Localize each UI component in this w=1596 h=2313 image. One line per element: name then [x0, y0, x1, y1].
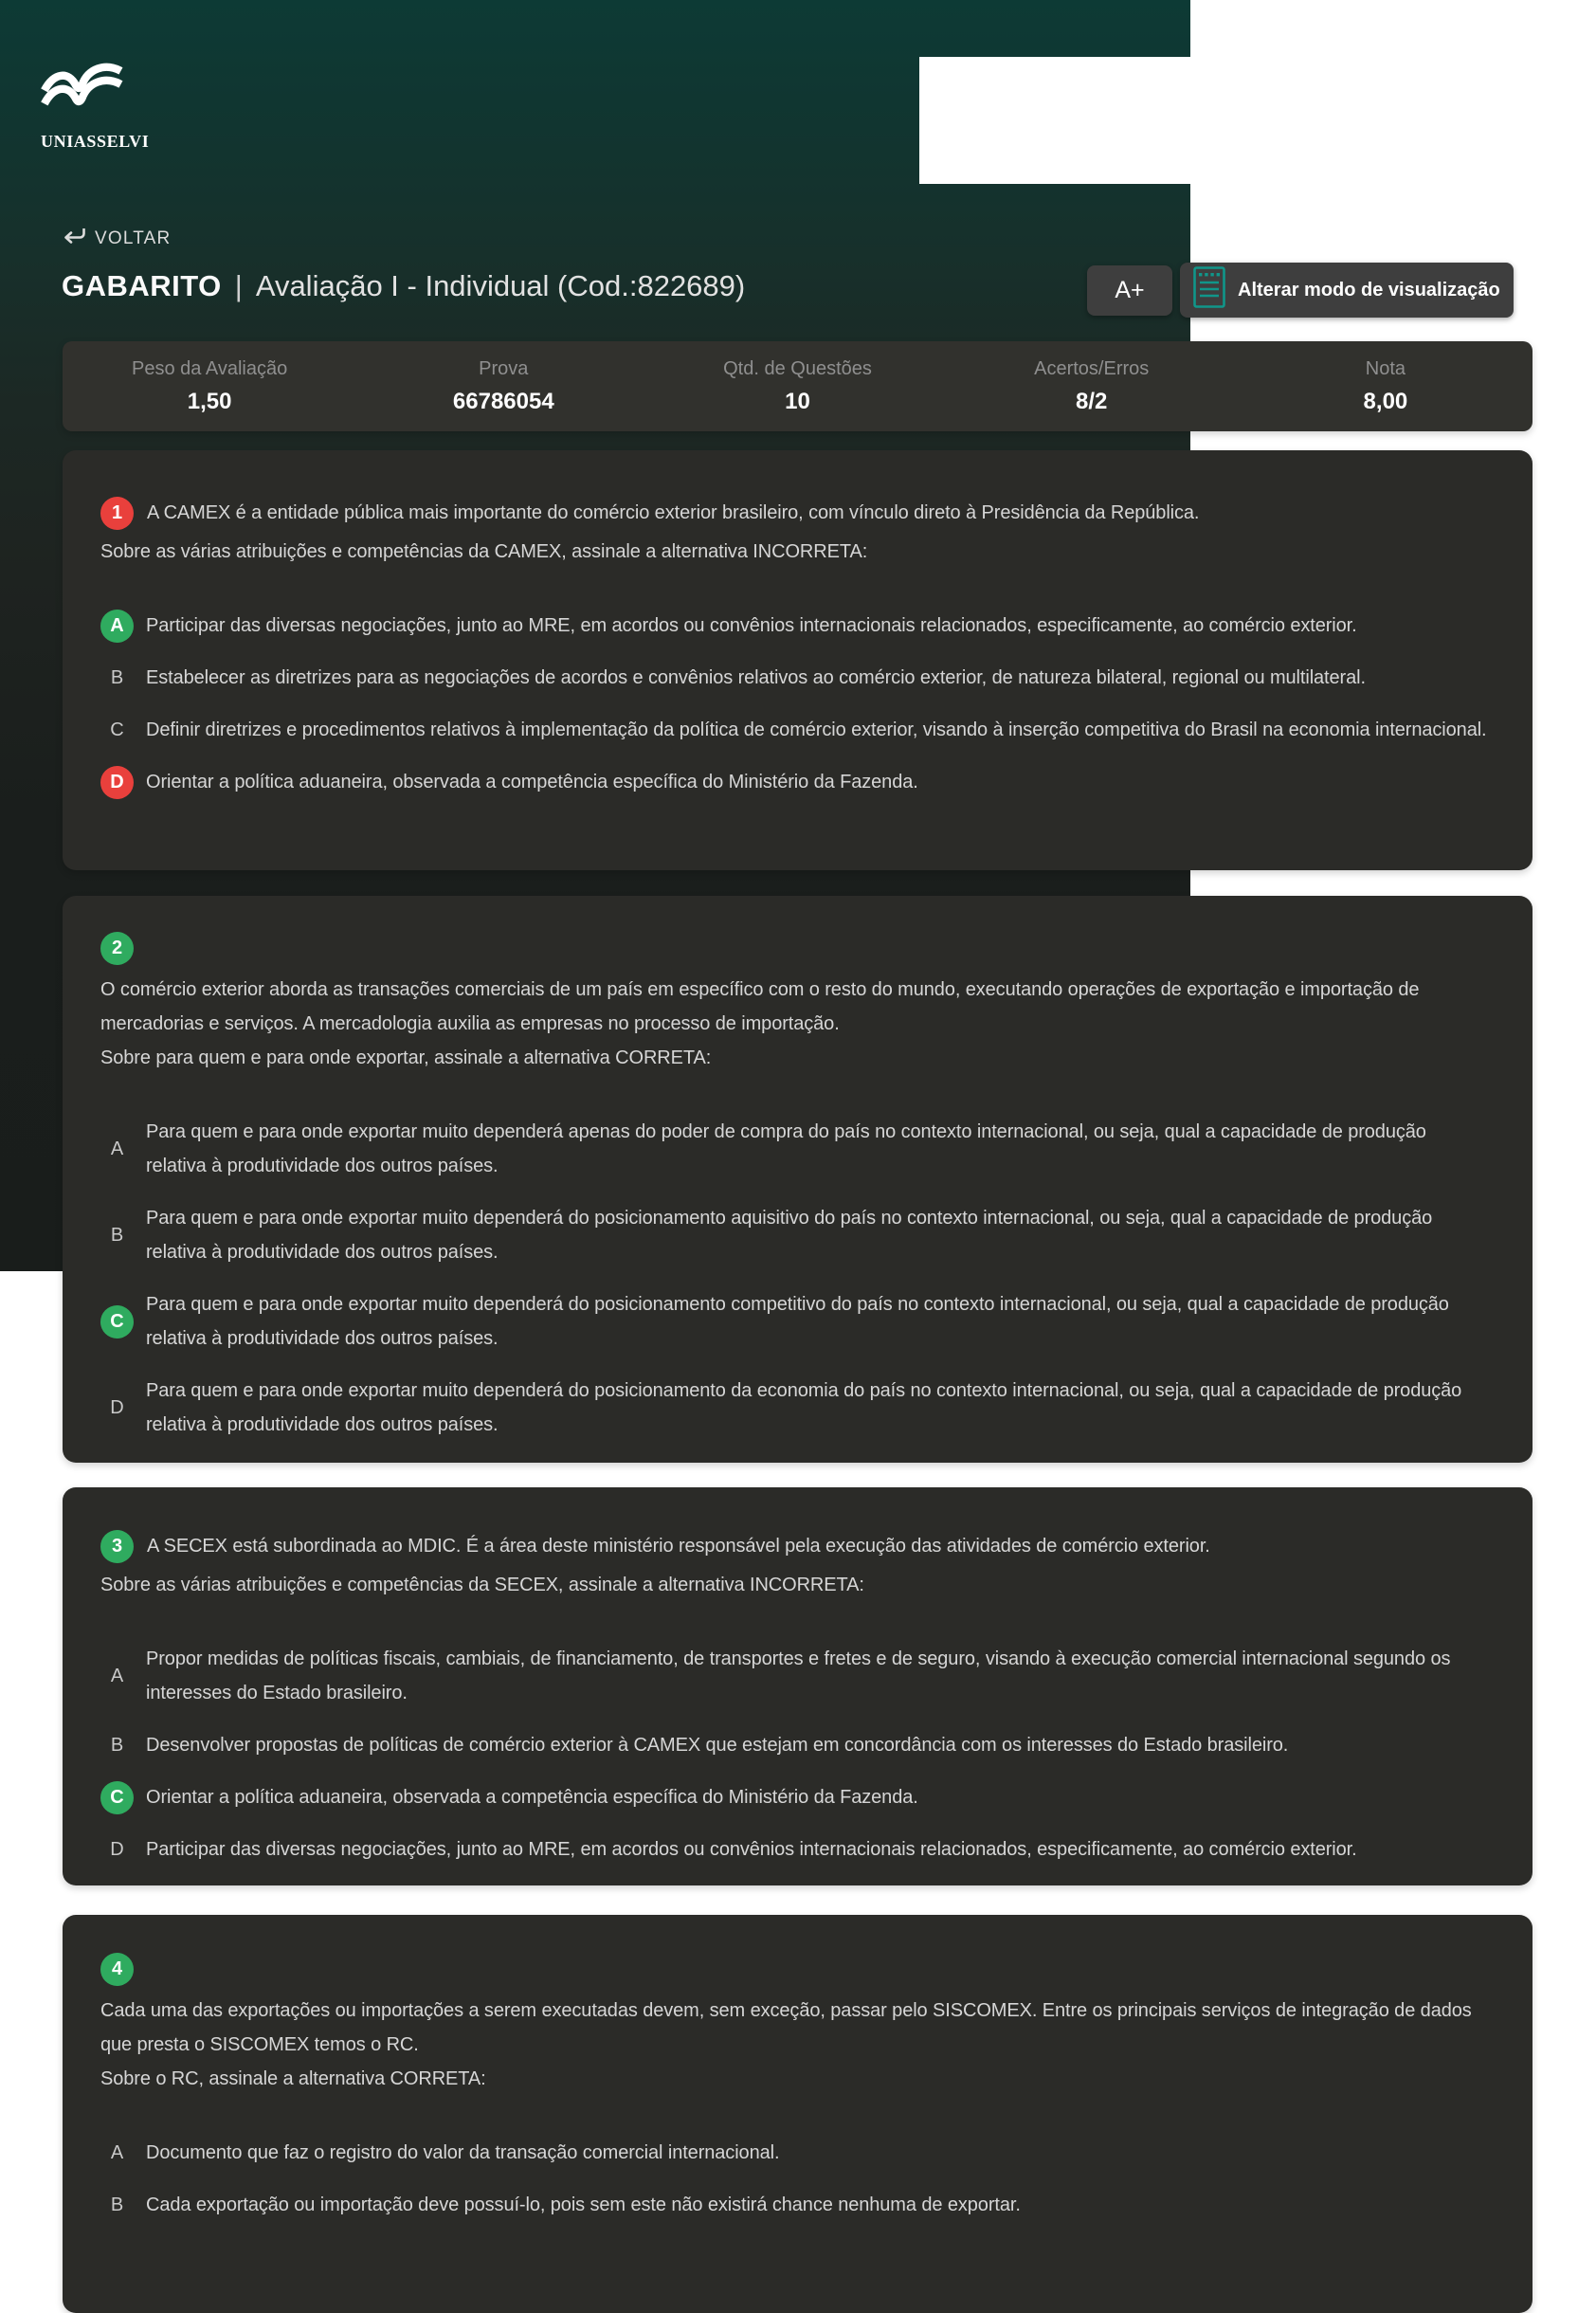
question-number-badge: 3: [100, 1530, 134, 1563]
stat-label: Acertos/Erros: [1034, 357, 1150, 379]
question-instruction: Sobre as várias atribuições e competências da SECEX, assinale a alternativa INCORRETA:: [100, 1575, 864, 1595]
option-text: Para quem e para onde exportar muito dependerá do posicionamento aquisitivo do país no contexto internacional, ou seja, qual a capacidade de produção relativa à produtividade dos outros países.: [146, 1208, 1433, 1263]
options-list: [100, 1642, 1491, 1867]
option-badge: C: [100, 1781, 134, 1814]
option-row: [100, 1287, 1491, 1356]
option-text: Participar das diversas negociações, junto ao MRE, em acordos ou convênios internacionais relacionados, especificamente, ao comércio exterior.: [146, 615, 1357, 636]
option-row: [100, 2188, 1491, 2222]
page-title-separator: |: [234, 269, 243, 302]
option-badge: B: [110, 666, 124, 688]
option-row: [100, 713, 1491, 747]
stat-value: 10: [785, 388, 810, 414]
option-badge: A: [110, 1665, 124, 1686]
option-badge: B: [110, 1224, 124, 1246]
question-card-4: [63, 1915, 1533, 2313]
option-row: [100, 1780, 1491, 1814]
option-text: Definir diretrizes e procedimentos relativos à implementação da política de comércio exterior, visando à inserção competitiva do Brasil na economia internacional.: [146, 719, 1487, 740]
option-text: Cada exportação ou importação deve possuí-lo, pois sem este não existirá chance nenhuma de exportar.: [146, 2195, 1021, 2215]
option-row: [100, 1832, 1491, 1867]
question-instruction: Sobre o RC, assinale a alternativa CORRETA:: [100, 2068, 486, 2089]
option-badge: C: [110, 719, 124, 740]
option-row: [100, 2136, 1491, 2170]
stat-peso: [63, 341, 356, 431]
option-text: Documento que faz o registro do valor da transação comercial internacional.: [146, 2142, 780, 2163]
change-view-mode-label: Alterar modo de visualização: [1238, 279, 1500, 301]
document-list-icon: [1193, 266, 1225, 314]
logo-wordmark: UNIASSELVI: [41, 132, 150, 151]
stat-label: Peso da Avaliação: [132, 357, 288, 379]
stat-qtd-questoes: [650, 341, 944, 431]
options-list: [100, 1115, 1491, 1442]
stat-value: 1,50: [187, 388, 232, 414]
question-instruction: Sobre para quem e para onde exportar, assinale a alternativa CORRETA:: [100, 1047, 712, 1068]
option-row: [100, 1374, 1491, 1442]
uniasselvi-logo: [41, 59, 150, 152]
option-row: [100, 1642, 1491, 1710]
option-badge: A: [110, 2141, 124, 2163]
option-text: Para quem e para onde exportar muito dependerá do posicionamento da economia do país no contexto internacional, ou seja, qual a capacidade de produção relativa à produtividade dos outros países.: [146, 1380, 1462, 1435]
page-title-bold: GABARITO: [62, 269, 222, 302]
stat-label: Nota: [1365, 357, 1406, 379]
stat-acertos-erros: [945, 341, 1239, 431]
option-badge: A: [100, 610, 134, 643]
stat-value: 8,00: [1363, 388, 1408, 414]
back-link[interactable]: [61, 226, 171, 252]
question-number-badge: 2: [100, 932, 134, 965]
option-row: [100, 1201, 1491, 1269]
evaluation-summary-bar: [63, 341, 1533, 431]
stat-value: 8/2: [1076, 388, 1108, 414]
option-badge: D: [110, 1838, 124, 1860]
return-arrow-icon: [61, 226, 86, 252]
stat-nota: [1239, 341, 1533, 431]
question-intro-line: A SECEX está subordinada ao MDIC. É a área deste ministério responsável pela execução das atividades de comércio exterior.: [147, 1536, 1210, 1557]
stat-value: 66786054: [452, 388, 554, 414]
option-text: Para quem e para onde exportar muito dependerá apenas do poder de compra do país no contexto internacional, ou seja, qual a capacidade de produção relativa à produtividade dos outros países.: [146, 1121, 1426, 1176]
option-text: Propor medidas de políticas fiscais, cambiais, de financiamento, de transportes e fretes e de seguro, visando à execução comercial internacional segundo os interesses do Estado brasileiro.: [146, 1648, 1451, 1703]
uniasselvi-swoosh-icon: [41, 111, 132, 127]
option-row: [100, 765, 1491, 799]
question-intro-line: A CAMEX é a entidade pública mais importante do comércio exterior brasileiro, com vínculo direto à Presidência da República.: [147, 502, 1200, 523]
header-white-notch: [919, 57, 1190, 184]
stat-label: Prova: [479, 357, 529, 379]
option-text: Orientar a política aduaneira, observada a competência específica do Ministério da Fazenda.: [146, 772, 918, 792]
stat-prova: [356, 341, 650, 431]
page-title-subtitle: Avaliação I - Individual (Cod.:822689): [255, 269, 746, 302]
option-row: [100, 661, 1491, 695]
question-intro-line: O comércio exterior aborda as transações comerciais de um país em específico com o resto do mundo, executando operações de exportação e importação de mercadorias e serviços. A mercadologia auxilia as empresas no processo de importação.: [100, 979, 1420, 1034]
option-row: [100, 1115, 1491, 1183]
option-badge: D: [100, 766, 134, 799]
option-row: [100, 1728, 1491, 1762]
option-text: Orientar a política aduaneira, observada a competência específica do Ministério da Fazenda.: [146, 1787, 918, 1808]
options-list: [100, 2136, 1491, 2222]
option-text: Estabelecer as diretrizes para as negociações de acordos e convênios relativos ao comércio exterior, de natureza bilateral, regional ou multilateral.: [146, 667, 1366, 688]
question-intro-line: Cada uma das exportações ou importações a serem executadas devem, sem exceção, passar pelo SISCOMEX. Entre os principais serviços de integração de dados que presta o SISCOMEX temos o RC.: [100, 2000, 1472, 2055]
question-number-badge: 4: [100, 1953, 134, 1986]
options-list: [100, 609, 1491, 799]
option-badge: A: [110, 1138, 124, 1159]
question-number-badge: 1: [100, 497, 134, 530]
font-size-increase-button[interactable]: A+: [1087, 265, 1172, 316]
option-text: Desenvolver propostas de políticas de comércio exterior à CAMEX que estejam em concordância com os interesses do Estado brasileiro.: [146, 1735, 1289, 1756]
option-text: Participar das diversas negociações, junto ao MRE, em acordos ou convênios internacionais relacionados, especificamente, ao comércio exterior.: [146, 1839, 1357, 1860]
option-badge: B: [110, 2194, 124, 2215]
back-link-label: VOLTAR: [95, 228, 172, 248]
option-row: [100, 609, 1491, 643]
question-card-3: [63, 1487, 1533, 1885]
stat-label: Qtd. de Questões: [723, 357, 872, 379]
option-text: Para quem e para onde exportar muito dependerá do posicionamento competitivo do país no contexto internacional, ou seja, qual a capacidade de produção relativa à produtividade dos outros países.: [146, 1294, 1449, 1349]
change-view-mode-button[interactable]: [1180, 263, 1514, 318]
question-card-2: [63, 896, 1533, 1463]
question-instruction: Sobre as várias atribuições e competências da CAMEX, assinale a alternativa INCORRETA:: [100, 541, 868, 562]
option-badge: D: [110, 1396, 124, 1418]
option-badge: B: [110, 1734, 124, 1756]
option-badge: C: [100, 1305, 134, 1339]
question-card-1: [63, 450, 1533, 870]
page-title: [62, 269, 745, 303]
